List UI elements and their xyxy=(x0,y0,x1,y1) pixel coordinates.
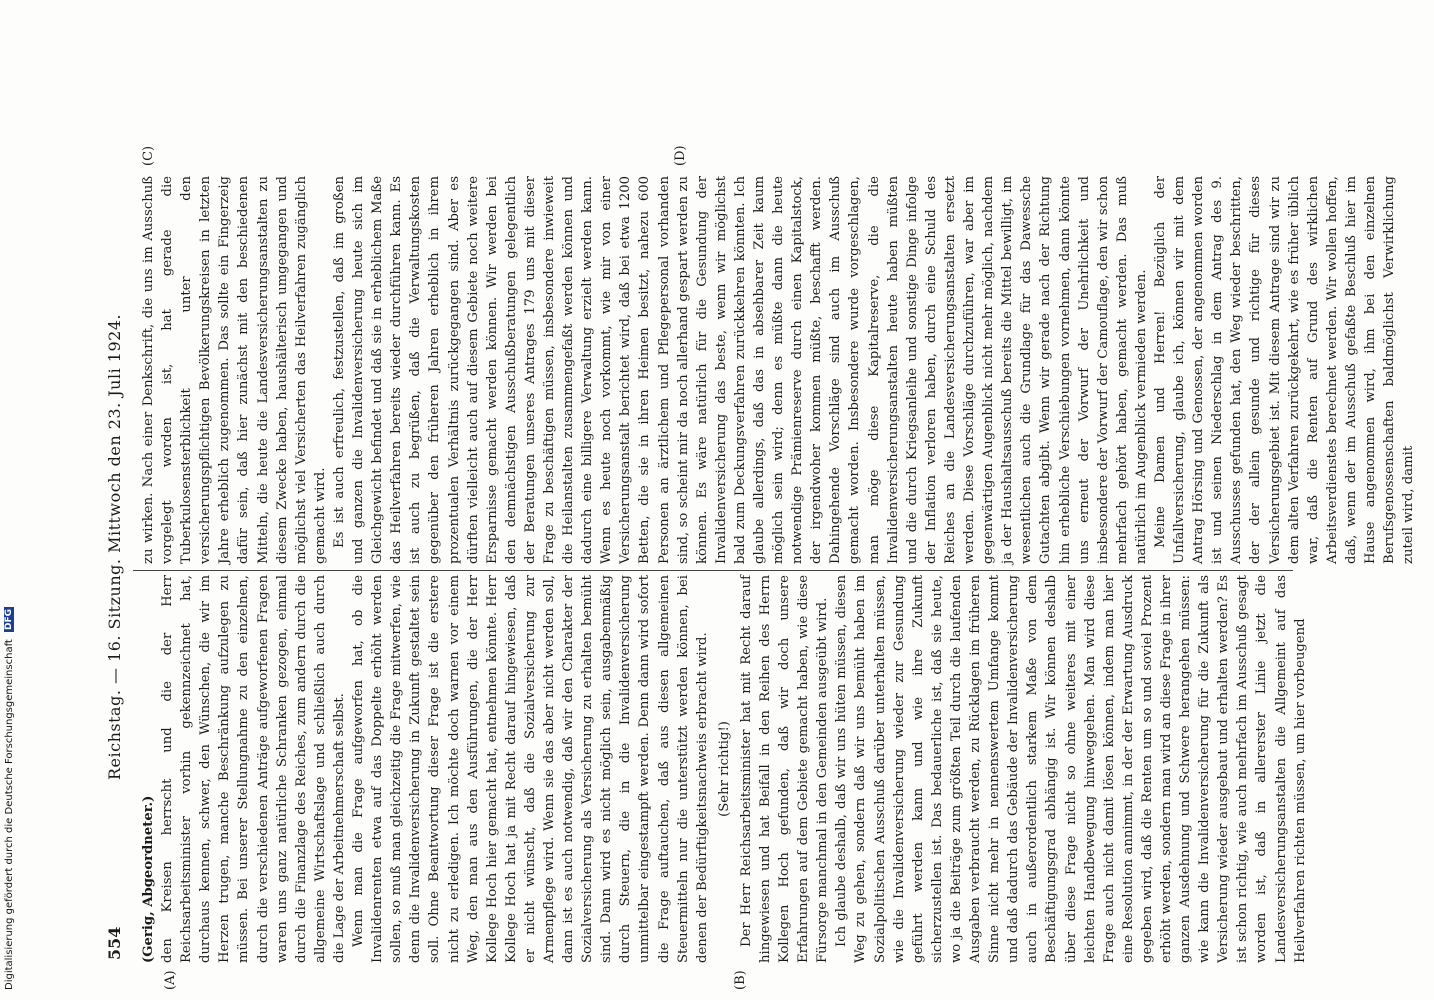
paragraph: Der Herr Reichsarbeitsminister hat mit Recht darauf hingewiesen und hat Beifall in den Reihen des Herrn Kollegen Hoch gefunden, daß wir doch unsere Erfahrungen auf dem Gebiete gemacht haben, wie diese Fürsorge manchmal in den Gemeinden ausgeübt wird. xyxy=(738,575,831,963)
dfg-logo: DFG xyxy=(4,608,14,630)
left-column xyxy=(139,575,1308,963)
running-title: Reichstag. — 16. Sitzung. Mittwoch den 23. Juli 1924. xyxy=(105,313,124,780)
paragraph: Meine Damen und Herren! Bezüglich der Unfallversicherung, glaube ich, können wir mit dem Antrag Hörsing und Genossen, der angenommen worden ist und seinen Niederschlag in dem Antrag des 9. Ausschusses gefunden hat, den Weg wieder beschritten, der der allein gesunde und richtige für dieses Versicherungsgebiet ist. Mit diesem Antrage sind wir zu dem alten Verfahren zurückgekehrt, wie es früher üblich war, daß die Renten auf Grund des wirklichen Arbeitsverdienstes berechnet werden. Wir wollen hoffen, daß, wenn der im Ausschuß gefaßte Beschluß hier im Hause angenommen wird, ihm bei den einzelnen Berufsgenossenschaften baldmöglichst Verwirklichung zuteil wird, damit xyxy=(1152,176,1417,564)
margin-marker-d: (D) xyxy=(673,145,688,166)
paragraph: Wenn man die Frage aufgeworfen hat, ob die Invalidenrenten etwa auf das Doppelte erhöht werden sollen, so muß man gleichzeitig die Frage mitwerfen, wie denn die Invalidenversicherung in Zukunft gestaltet sein soll. Ohne Beantwortung dieser Frage ist die erstere nicht zu erledigen. Ich möchte doch warnen vor einem Weg, den man aus den Ausführungen, die der Herr Kollege Hoch hier gemacht hat, entnehmen könnte. Herr Kollege Hoch hat ja mit Recht darauf hingewiesen, daß er nicht wünscht, daß die Sozialversicherung zur Armenpflege wird. Wenn sie das aber nicht werden soll, dann ist es auch notwendig, daß wir den Charakter der Sozialversicherung als Versicherung zu erhalten bemüht sind. Dann wird es nicht möglich sein, ausgabenmäßig durch Steuern, die in die Invalidenversicherung unmittelbar eingestampft werden. Denn dann wird sofort die Frage auftauchen, daß aus diesen allgemeinen Steuermitteln nur die unterstützt werden können, bei denen der Bedürftigkeitsnachweis erbracht wird. xyxy=(351,575,710,963)
interjection: (Sehr richtig!) xyxy=(716,721,732,817)
right-column xyxy=(139,176,1417,564)
paragraph: zu wirken. Nach einer Denkschrift, die uns im Ausschuß vorgelegt worden ist, hat gerade die Tuberkulosensterblichkeit unter den versicherungspflichtigen Bevölkerungskreisen in letzten Jahre erheblich zugenommen. Das sollte ein Fingerzeig dafür sein, daß hier zunächst mit den beschiedenen Mitteln, die heute die Landesversicherungsanstalten zu diesem Zwecke haben, haushälterisch umgegangen und möglichst viel Versicherten das Heilverfahren zugänglich gemacht wird. xyxy=(141,176,328,564)
margin-marker-a: (A) xyxy=(163,970,178,990)
rotated-document-page xyxy=(93,145,1417,1000)
margin-marker-b: (B) xyxy=(733,970,748,990)
digitization-footer xyxy=(0,0,20,1000)
digitization-note-text: Digitalisierung gefördert durch die Deutsche Forschungsgemeinschaft xyxy=(4,639,15,990)
paragraph: Es ist auch erfreulich, festzustellen, daß im großen und ganzen die Invalidenversicherung heute sich im Gleichgewicht befindet und daß sie in erheblichem Maße das Heilverfahren bereits wieder durchführen kann. Es ist auch zu begrüßen, daß die Verwaltungskosten gegenüber den früheren Jahren erheblich in ihrem prozentualen Verhältnis zurückgegangen sind. Aber es dürften vielleicht auch auf diesem Gebiete noch weitere Ersparnisse gemacht werden können. Wir werden bei den demnächstigen Ausschußberatungen gelegentlich der Beratungen unseres Antrages 179 uns mit dieser Frage zu beschäftigen müssen, insbesondere inwieweit die Heilanstalten zusammengefaßt werden können und dadurch eine billigere Verwaltung erzielt werden kann. Wenn es heute noch vorkommt, wie mir von einer Versicherungsanstalt berichtet wird, daß bei etwa 1200 Betten, die sie in ihren Heimen besitzt, nahezu 600 Personen an ärztlichem und Pflegepersonal vorhanden sind, so scheint mir da noch allerhand gespart werden zu können. Es wäre natürlich für die Gesundung der Invalidenversicherung das beste, wenn wir möglichst bald zum Deckungsverfahren zurückkehren könnten. Ich glaube allerdings, daß das in absehbarer Zeit kaum möglich sein wird; denn es müßte dann die heute notwendige Prämienreserve durch einen Kapitalstock, der irgendwoher kommen müßte, beschafft werden. Dahingehende Vorschläge sind auch im Ausschuß gemacht worden. Insbesondere wurde vorgeschlagen, man möge diese Kapitalreserve, die die Invalidenversicherungsanstalten heute haben müßten und die durch Kriegsanleihe und sonstige Dinge infolge der Inflation verloren haben, durch eine Schuld des Reiches an die Landesversicherungsanstalten ersetzt werden. Diese Vorschläge durchzuführen, war aber im gegenwärtigen Augenblick nicht mehr möglich, nachdem ja der Haushaltsausschuß bereits die Mittel bewilligt, im wesentlichen auch die Grundlage für das Dawessche Gutachten abgibt. Wenn wir gerade nach der Richtung hin erhebliche Verschiebungen vornehmen, dann könnte uns erneut der Vorwurf der Unehrlichkeit und insbesondere der Vorwurf der Camouflage, den wir schon mehrfach gehört haben, gemacht werden. Das muß natürlich im Augenblick vermieden werden. xyxy=(331,176,1149,564)
paragraph: den Kreisen herrscht und die der Herr Reichsarbeitsminister vorhin gekennzeichnet hat, durchaus kennen, schwer, den Wünschen, die wir im Herzen trugen, manche Beschränkung aufzulegen zu müssen. Bei unserer Stellungnahme zu den einzelnen, durch die verschiedenen Anträge aufgeworfenen Fragen waren uns ganz natürliche Schranken gezogen, einmal durch die Finanzlage des Reiches, zum andern durch die allgemeine Wirtschaftslage und schließlich auch durch die Lage der Arbeitnehmerschaft selbst. xyxy=(160,575,347,963)
digitization-note xyxy=(4,607,15,990)
paragraph: Ich glaube deshalb, daß wir uns hüten müssen, diesen Weg zu gehen, sondern daß wir uns bemüht haben im Sozialpolitischen Ausschuß darüber unterhalten müssen, wie die Invalidenversicherung wieder zur Gesundung geführt werden kann und wie ihre Zukunft sicherzustellen ist. Das bedauerliche ist, daß sie heute, wo ja die Beiträge zum größten Teil durch die laufenden Ausgaben verbraucht werden, zu Rücklagen im früheren Sinne nicht mehr in nennenswertem Umfange kommt und daß dadurch das Gebäude der Invalidenversicherung auch in außerordentlich starkem Maße von dem Beschäftigungsgrad abhängig ist. Wir können deshalb über diese Frage nicht so ohne weiteres mit einer leichten Handbewegung hinweggehen. Man wird diese Frage auch nicht damit lösen können, indem man hier eine Resolution annimmt, in der der Erwartung Ausdruck gegeben wird, daß die Renten um so und soviel Prozent erhöht werden, sondern man wird an diese Frage in ihrer ganzen Ausdehnung und Schwere herangehen müssen: wie kann die Invalidenversicherung für die Zukunft als Versicherung wieder ausgebaut und erhalten werden? Es ist schon richtig, wie auch mehrfach im Ausschuß gesagt worden ist, daß in allererster Linie jetzt die Landesversicherungsanstalten die Allgemeint auf das Heilverfahren richten müssen, um hier vorbeugend xyxy=(834,575,1308,963)
page-header xyxy=(101,170,131,960)
margin-marker-c: (C) xyxy=(141,145,156,166)
column-divider xyxy=(133,570,1293,571)
page-number: 554 xyxy=(105,926,124,960)
speaker-label: (Gerig, Abgeordneter.) xyxy=(141,795,156,963)
